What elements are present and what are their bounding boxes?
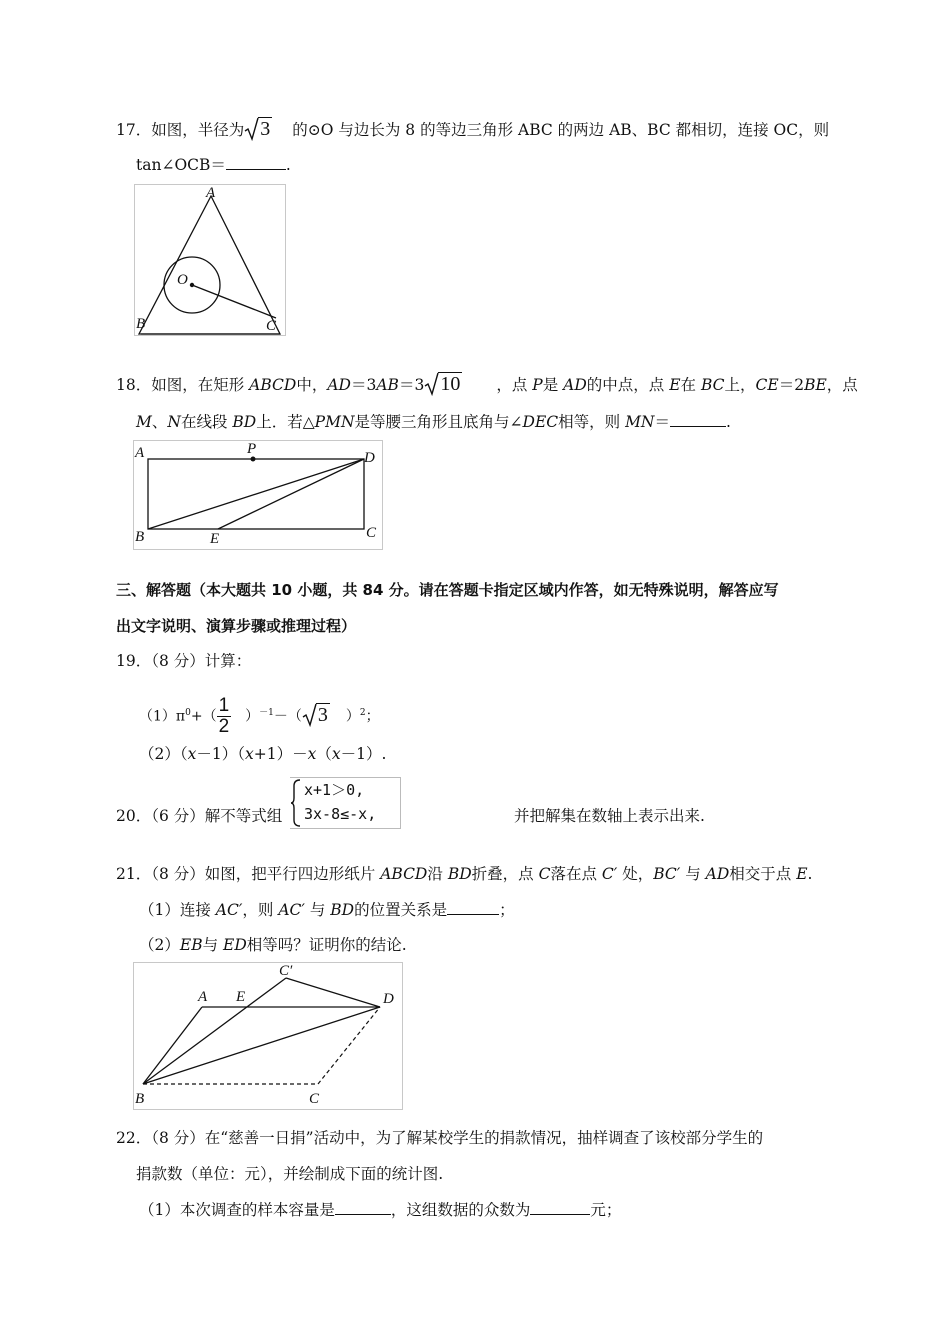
sqrt-3: 3 <box>244 117 272 142</box>
q22-line1: 22．（8 分）在“慈善一日捐”活动中，为了解某校学生的捐款情况，抽样调查了该校部分学生的 <box>116 1129 764 1147</box>
fraction-one-half: $\frac{1}{2}$ <box>218 695 230 737</box>
label-e: E <box>210 531 220 547</box>
inequality-1: x+1＞0, <box>304 781 365 799</box>
q18-line2: M、N在线段 BD上．若△PMN是等腰三角形且底角与∠DEC相等，则 MN＝ . <box>136 410 731 433</box>
triangle-abc <box>139 196 280 334</box>
answer-blank[interactable] <box>530 1198 590 1215</box>
label-c: C <box>309 1091 320 1107</box>
q21-line3: （2）EB与 ED相等吗？证明你的结论. <box>139 936 407 954</box>
section-3-heading-cont: 出文字说明、演算步骤或推理过程） <box>116 617 357 635</box>
inequality-system <box>290 777 401 829</box>
q19-title: 19．（8 分）计算： <box>116 652 252 670</box>
label-d: D <box>383 991 394 1007</box>
answer-blank[interactable] <box>670 410 726 427</box>
label-b: B <box>136 316 146 332</box>
q19-part2: （2）（x－1）（x+1）－x（x－1）. <box>139 745 387 763</box>
q21-line2: （1）连接 AC′，则 AC′ 与 BD的位置关系是 ； <box>139 898 515 921</box>
sqrt-3: 3 <box>302 703 330 729</box>
answer-blank[interactable] <box>335 1198 391 1215</box>
label-c: C <box>366 525 377 541</box>
q18-line1: 18．如图，在矩形 ABCD中，AD＝3AB＝3 10 ，点 P是 AD的中点，点 E在 BC上，CE＝2BE，点 <box>116 373 858 395</box>
segment-c-prime-d <box>286 978 380 1007</box>
q18-rectangle-figure <box>133 440 383 550</box>
q21-line1: 21．（8 分）如图，把平行四边形纸片 ABCD沿 BD折叠，点 C落在点 C′ 处，BC′ 与 AD相交于点 E. <box>116 865 813 883</box>
sqrt-10: 10 <box>424 372 462 397</box>
point-p <box>251 457 256 462</box>
q21-parallelogram-figure <box>133 962 403 1110</box>
segment-bd <box>143 1007 380 1084</box>
q20-label: 20．（6 分）解不等式组 <box>116 807 283 825</box>
label-a: A <box>206 185 216 201</box>
label-c-prime: C′ <box>279 963 293 979</box>
section-3-heading: 三、解答题（本大题共 10 小题，共 84 分。请在答题卡指定区域内作答，如无特殊说明，解答应写 <box>116 581 779 599</box>
label-o: O <box>177 272 188 288</box>
segment-bc-prime <box>143 978 286 1084</box>
answer-blank[interactable] <box>447 898 499 915</box>
label-b: B <box>135 1091 145 1107</box>
q19-part1: $(1)\pi^0+$（ $\frac{1}{2}$ ）$^{-1}$－（ 3 ）$^2$； <box>139 695 380 737</box>
brace-icon <box>290 778 302 828</box>
q22-line3: （1）本次调查的样本容量是 ，这组数据的众数为 元； <box>139 1198 621 1221</box>
q17-triangle-figure <box>134 184 286 336</box>
q17-line2: tan∠OCB＝ . <box>136 153 291 176</box>
label-c: C <box>266 318 277 334</box>
inequality-2: 3x-8≤-x, <box>304 805 377 823</box>
segment-ab <box>143 1007 202 1084</box>
q17-line1: 17．如图，半径为 3 的⊙O 与边长为 8 的等边三角形 ABC 的两边 AB、BC 都相切，连接 OC，则 <box>116 118 830 140</box>
label-p: P <box>247 441 257 457</box>
label-e: E <box>236 989 246 1005</box>
q20-tail: 并把解集在数轴上表示出来. <box>514 807 705 825</box>
label-a: A <box>135 445 145 461</box>
label-a: A <box>198 989 208 1005</box>
label-b: B <box>135 529 145 545</box>
label-d: D <box>364 450 375 466</box>
answer-blank[interactable] <box>226 153 286 170</box>
q22-line2: 捐款数（单位：元），并绘制成下面的统计图. <box>136 1165 444 1183</box>
segment-ed <box>218 459 364 529</box>
segment-bd <box>148 459 364 529</box>
segment-cd-dashed <box>318 1007 380 1084</box>
